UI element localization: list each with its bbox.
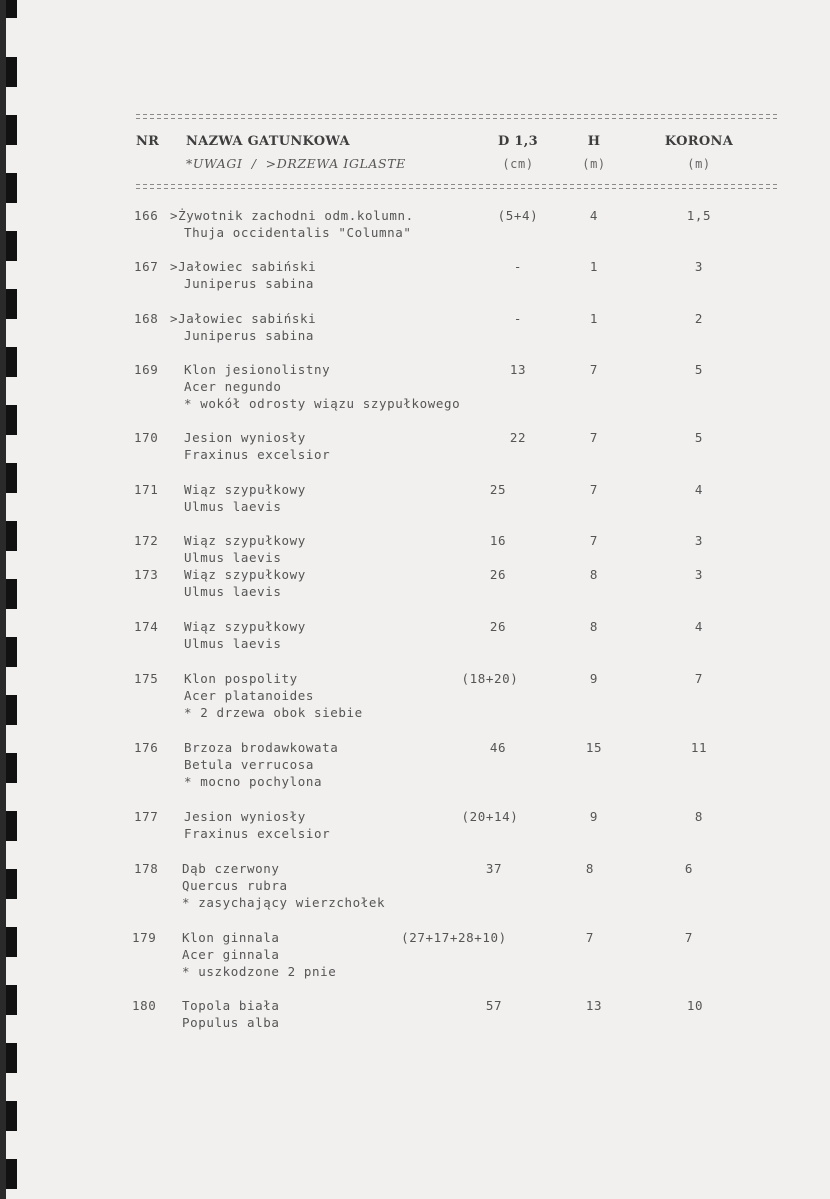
species-note: * mocno pochylona [184, 774, 323, 789]
binding-hole [6, 869, 17, 899]
binding-hole [6, 115, 17, 145]
binding-hole [6, 289, 17, 319]
row-number: 169 [134, 362, 159, 377]
binding-hole [6, 1159, 17, 1189]
binding-hole [6, 1101, 17, 1131]
species-latin: Ulmus laevis [184, 636, 282, 651]
species-name: Wiąz szypułkowy [184, 482, 306, 497]
height-value: 4 [589, 208, 599, 223]
binding-hole [6, 695, 17, 725]
species-name: >Jałowiec sabiński [170, 259, 317, 274]
row-number: 178 [134, 861, 159, 876]
height-value: 7 [589, 430, 599, 445]
height-value: 8 [589, 619, 599, 634]
height-value: 13 [585, 998, 603, 1013]
crown-value: 3 [694, 567, 704, 582]
binding-hole [6, 231, 17, 261]
binding-hole [6, 985, 17, 1015]
species-latin: Quercus rubra [182, 878, 288, 893]
binding-hole [6, 347, 17, 377]
crown-value: 8 [694, 809, 704, 824]
species-name: Jesion wyniosły [184, 809, 306, 824]
crown-value: 5 [694, 362, 704, 377]
row-number: 168 [134, 311, 159, 326]
crown-value: 5 [694, 430, 704, 445]
binding-hole [6, 811, 17, 841]
height-value: 9 [589, 671, 599, 686]
species-latin: Ulmus laevis [184, 550, 282, 565]
row-number: 174 [134, 619, 159, 634]
column-header-h: H [587, 134, 601, 149]
species-latin: Fraxinus excelsior [184, 826, 331, 841]
species-name: Dąb czerwony [182, 861, 280, 876]
height-value: 9 [589, 809, 599, 824]
row-number: 176 [134, 740, 159, 755]
species-latin: Juniperus sabina [184, 276, 315, 291]
binding-hole [6, 57, 17, 87]
column-unit-h: (m) [582, 157, 606, 171]
crown-value: 6 [684, 861, 694, 876]
height-value: 15 [585, 740, 603, 755]
height-value: 1 [589, 259, 599, 274]
species-latin: Acer platanoides [184, 688, 315, 703]
binding-hole [6, 927, 17, 957]
crown-value: 3 [694, 533, 704, 548]
row-number: 180 [132, 998, 157, 1013]
binding-hole [6, 405, 17, 435]
height-value: 1 [589, 311, 599, 326]
species-name: Klon jesionolistny [184, 362, 331, 377]
height-value: 8 [585, 861, 595, 876]
species-note: * uszkodzone 2 pnie [182, 964, 337, 979]
binding-hole [6, 521, 17, 551]
column-header-korona: KORONA [664, 134, 734, 149]
binding-hole [6, 637, 17, 667]
species-name: >Żywotnik zachodni odm.kolumn. [170, 208, 414, 223]
diameter-value: - [513, 311, 523, 326]
crown-value: 4 [694, 619, 704, 634]
diameter-value: 13 [509, 362, 527, 377]
species-note: * zasychający wierzchołek [182, 895, 386, 910]
diameter-value: (27+17+28+10) [401, 930, 507, 945]
height-value: 7 [589, 533, 599, 548]
diameter-value: 16 [489, 533, 507, 548]
height-value: 7 [589, 482, 599, 497]
column-header-nr: NR [136, 134, 160, 149]
binding-hole [6, 753, 17, 783]
diameter-value: 37 [485, 861, 503, 876]
diameter-value: 46 [489, 740, 507, 755]
binding-hole [6, 579, 17, 609]
row-number: 179 [132, 930, 157, 945]
column-unit-d: (cm) [502, 157, 534, 171]
species-name: Klon pospolity [184, 671, 298, 686]
species-name: Wiąz szypułkowy [184, 533, 306, 548]
species-name: Jesion wyniosły [184, 430, 306, 445]
row-number: 173 [134, 567, 159, 582]
species-name: Brzoza brodawkowata [184, 740, 339, 755]
species-latin: Betula verrucosa [184, 757, 315, 772]
species-name: Wiąz szypułkowy [184, 619, 306, 634]
column-header-d: D 1,3 [498, 134, 538, 149]
height-value: 8 [589, 567, 599, 582]
diameter-value: - [513, 259, 523, 274]
crown-value: 10 [686, 998, 704, 1013]
crown-value: 1,5 [686, 208, 712, 223]
header-separator-bottom [136, 183, 780, 190]
species-latin: Acer negundo [184, 379, 282, 394]
row-number: 170 [134, 430, 159, 445]
row-number: 177 [134, 809, 159, 824]
diameter-value: 57 [485, 998, 503, 1013]
crown-value: 7 [684, 930, 694, 945]
crown-value: 7 [694, 671, 704, 686]
species-latin: Ulmus laevis [184, 499, 282, 514]
species-latin: Populus alba [182, 1015, 280, 1030]
row-number: 171 [134, 482, 159, 497]
row-number: 166 [134, 208, 159, 223]
species-note: * wokół odrosty wiązu szypułkowego [184, 396, 461, 411]
binding-hole [6, 463, 17, 493]
species-latin: Ulmus laevis [184, 584, 282, 599]
column-header-name: NAZWA GATUNKOWA [186, 134, 350, 149]
spiral-binding [6, 0, 18, 1199]
row-number: 175 [134, 671, 159, 686]
height-value: 7 [589, 362, 599, 377]
row-number: 167 [134, 259, 159, 274]
species-name: Topola biała [182, 998, 280, 1013]
diameter-value: (18+20) [461, 671, 519, 686]
species-note: * 2 drzewa obok siebie [184, 705, 363, 720]
crown-value: 3 [694, 259, 704, 274]
column-header-uwagi: *UWAGI / >DRZEWA IGLASTE [186, 156, 406, 171]
species-name: Klon ginnala [182, 930, 280, 945]
binding-hole [6, 1043, 17, 1073]
height-value: 7 [585, 930, 595, 945]
diameter-value: 22 [509, 430, 527, 445]
crown-value: 4 [694, 482, 704, 497]
diameter-value: 26 [489, 619, 507, 634]
crown-value: 11 [690, 740, 708, 755]
header-separator-top [136, 113, 780, 120]
diameter-value: 25 [489, 482, 507, 497]
binding-hole [6, 173, 17, 203]
species-latin: Thuja occidentalis "Columna" [184, 225, 412, 240]
diameter-value: (5+4) [497, 208, 539, 223]
diameter-value: 26 [489, 567, 507, 582]
column-unit-korona: (m) [687, 157, 711, 171]
species-latin: Acer ginnala [182, 947, 280, 962]
row-number: 172 [134, 533, 159, 548]
species-latin: Juniperus sabina [184, 328, 315, 343]
diameter-value: (20+14) [461, 809, 519, 824]
species-name: >Jałowiec sabiński [170, 311, 317, 326]
species-latin: Fraxinus excelsior [184, 447, 331, 462]
species-name: Wiąz szypułkowy [184, 567, 306, 582]
binding-hole [6, 0, 17, 18]
crown-value: 2 [694, 311, 704, 326]
